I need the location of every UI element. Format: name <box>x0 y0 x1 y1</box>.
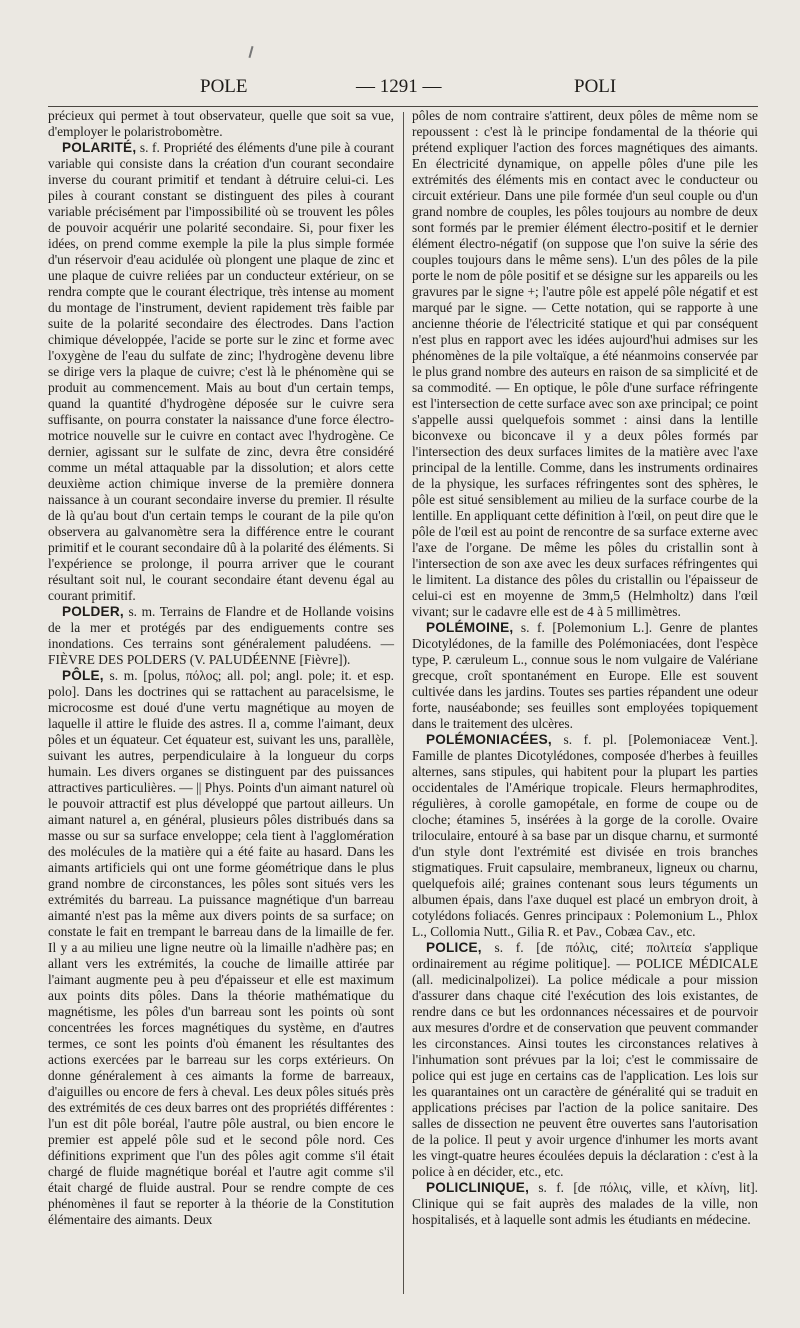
header-right-word: POLI <box>574 76 617 97</box>
entry-polarite <box>48 140 394 604</box>
entry-body: s. f. [Polemonium L.]. Genre de plantes Dicotylédones, de la famille des Polémoniacées, dont l'espèce type, P. cæruleum L., connue sous le nom vulgaire de Valériane grecque, croît spontanément en Europe. Elle est souvent cultivée dans les jardins. Toutes ses parties répandent une odeur forte, nauséabonde; ses feuilles sont employées topiquement dans le traitement des ulcères. <box>412 620 758 731</box>
right-column <box>412 108 758 1228</box>
entry-polemoniacees <box>412 732 758 940</box>
entry-police <box>412 940 758 1180</box>
entry-body: s. f. [de πόλις, cité; πολιτεία s'applique ordinairement au régime politique]. — POLICE MÉDICALE (all. medicinalpolizei). La police médicale a pour mission d'assurer dans chaque cité l'exécution des lois existantes, de rendre dans ce but les ordonnances nécessaires et de pourvoir aux mesures d'ordre et de conservation que peuvent commander les circonstances. Ainsi toutes les circonstances relatives à l'inhumation sont prévues par la loi; c'est le commissaire de police qui est juge en certains cas de l'application. Les lois sur les quarantaines ont un caractère de généralité qui se traduit en applications précises par l'action de la police sanitaire. Des salles de dissection ne peuvent être ouvertes sans l'autorisation de la police. Il peut y avoir urgence d'inhumer les morts avant les vingt-quatre heures écoulées depuis la déclaration : c'est à la police à en décider, etc., etc. <box>412 940 758 1179</box>
headword: POLICE, <box>426 940 482 955</box>
headword: POLÉMONIACÉES, <box>426 732 552 747</box>
running-header <box>0 76 800 102</box>
headword: POLDER, <box>62 604 124 619</box>
entry-continuation: pôles de nom contraire s'attirent, deux pôles de même nom se repoussent : c'est là le principe fondamental de la théorie qui prétend expliquer l'action des forces magnétiques des aimants. En électricité dynamique, on appelle pôles d'une pile les extrémités des éléments mis en contact avec le conducteur ou circuit extérieur. Dans une pile formée d'un seul couple ou d'un grand nombre de couples, les pôles toujours au nombre de deux sont formés par le premier élément électro-positif et le dernier élément électro-négatif (on suppose que l'on suive la série des couples toujours dans le même sens). L'un des pôles de la pile porte le nom de pôle positif et se désigne sur les appareils ou les gravures par le signe +; l'autre pôle est appelé pôle négatif et est marqué par le signe. — Cette notation, qui se rapporte à une ancienne théorie de l'électricité statique et qui par conséquent n'est plus en rapport avec les idées aujourd'hui admises sur les phénomènes de la pile voltaïque, a été néanmoins conservée par le plus grand nombre des auteurs en raison de sa simplicité et de sa commodité. — En optique, le pôle d'une surface réfringente est l'intersection de cette surface avec son axe principal; ce point s'appelle aussi quelquefois sommet : ainsi dans la lentille biconvexe ou biconcave il y a deux pôles formés par l'intersection des deux surfaces limites de la matière avec l'axe principal de la lentille. Comme, dans les instruments ordinaires de la physique, les surfaces réfringentes sont des sphères, le pôle est situé sensiblement au milieu de la surface courbe de la lentille. En appliquant cette définition à l'œil, on peut dire que le pôle de l'œil est au point de rencontre de sa surface externe avec l'axe de l'organe. De même les pôles du cristallin sont à l'intersection de son axe avec les deux surfaces réfringentes qui le limitent. La distance des pôles du cristallin ou l'épaisseur de celui-ci est en moyenne de 3mm,5 (Helmholtz) dans l'œil vivant; sur le cadavre elle est de 4 à 5 millimètres. <box>412 108 758 619</box>
header-left-word: POLE <box>200 76 248 97</box>
header-rule <box>48 106 758 107</box>
entry-pole <box>48 668 394 1228</box>
entry-body: s. f. Propriété des éléments d'une pile à courant variable qui consiste dans la création d'un courant secondaire inverse du courant primitif et tendant à détruire celui-ci. Les piles à courant constant se distinguent des piles à courant variable précisément par l'impossibilité où se trouvent les pôles de pouvoir acquérir une polarité secondaire. Si, pour fixer les idées, on prend comme exemple la pile la plus simple formée d'un réservoir d'eau acidulée où plongent une plaque de zinc et une plaque de cuivre reliées par un conducteur extérieur, on se rendra compte que le courant électrique, très intense au moment du montage de l'instrument, devient rapidement très faible par suite de la polarité secondaire des électrodes. Dans l'action chimique développée, l'acide se porte sur le zinc et forme avec l'oxygène de l'eau du sulfate de zinc; l'hydrogène devenu libre se dirige vers la plaque de cuivre; c'est là le phénomène qui se produit au commencement. Mais au bout d'un certain temps, quand la quantité d'hydrogène déposée sur le cuivre sera suffisante, on pourra constater la naissance d'une force électro-motrice nouvelle sur le cuivre en contact avec l'hydrogène. Ce dernier, agissant sur le sulfate de zinc, devra être considéré comme un métal attaquable par la dissolution; et alors cette deuxième action chimique inverse de la première donnera naissance à un courant secondaire inverse du premier. Il résulte de là qu'au bout d'un certain temps le courant de la pile qu'on observera au galvanomètre sera la différence entre le courant primitif et le courant secondaire dû à la polarité des éléments. Si l'expérience se prolonge, il pourra arriver que le courant résultant soit nul, le courant secondaire étant devenu égal au courant primitif. <box>48 140 394 603</box>
left-column <box>48 108 394 1228</box>
entry-continuation: précieux qui permet à tout observateur, quelle que soit sa vue, d'employer le polaristrobomètre. <box>48 108 394 139</box>
entry-body: s. m. Terrains de Flandre et de Hollande voisins de la mer et protégés par des endiguements contre ses inondations. Ces terrains sont généralement paludéens. — FIÈVRE DES POLDERS (V. PALUDÉENNE [Fièvre]). <box>48 604 394 667</box>
headword: POLARITÉ, <box>62 140 137 155</box>
entry-polemoine <box>412 620 758 732</box>
entry-body: s. f. pl. [Polemoniaceæ Vent.]. Famille de plantes Dicotylédones, composée d'herbes à feuilles alternes, sans stipules, qui habitent pour la plupart les parties occidentales de l'Amérique tropicale. Fleurs hermaphrodites, régulières, à corolle gamopétale, en forme de coupe ou de cloche; étamines 5, insérées à la gorge de la corolle. Ovaire triloculaire, entouré à sa base par un disque charnu, et surmonté d'un style dont l'extrémité est divisée en trois branches stigmatiques. Fruit capsulaire, membraneux, ligneux ou charnu, quelquefois ailé; graines contenant sous leurs téguments un albumen épais, dans l'axe duquel est placé un embryon droit, à cotylédons foliacés. Genres principaux : Polemonium L., Phlox L., Collomia Nutt., Gilia R. et Pav., Cobæa Cav., etc. <box>412 732 758 939</box>
ink-mark <box>248 46 253 58</box>
page-number: — 1291 — <box>356 76 442 97</box>
entry-body: s. m. [polus, πόλος; all. pol; angl. pole; it. et esp. polo]. Dans les doctrines qui se rattachent au paracelsisme, le microcosme est doué d'une vertu magnétique au moyen de laquelle il attire le fluide des astres. Il a, comme l'aimant, deux pôles et un équateur. Cet équateur est, suivant les uns, parallèle, suivant les autres, perpendiculaire à la longueur du corps humain. Les divers organes se distinguent par des puissances attractives particulières. — || Phys. Points d'un aimant naturel où le pouvoir attractif est plus développé que partout ailleurs. Un aimant naturel a, en général, plusieurs pôles distribués dans sa masse ou sur sa surface enveloppe; cela tient à l'agglomération des molécules de la matière qui a été faite au hasard. Dans les aimants artificiels qui ont une forme géométrique dans le plus grand nombre de circonstances, les pôles sont situés vers les extrémités du barreau. La puissance magnétique d'un barreau aimanté n'est pas la même aux divers points de sa surface; on constate le fait en trempant le barreau dans de la limaille de fer. Il y a au milieu une ligne neutre où la limaille n'adhère pas; en allant vers les extrémités, la couche de limaille attirée par l'aimant augmente peu à peu d'épaisseur et elle est maximum aux points dits pôles. Dans la théorie mathématique du magnétisme, les pôles d'un barreau sont les points où sont concentrées les forces magnétiques du système, en d'autres termes, ce sont les points d'où émanent les résultantes des actions exercées par le barreau sur les corps extérieurs. On donne généralement à ces aimants la forme de barreaux, d'aiguilles ou encore de fers à cheval. Les deux pôles situés près des extrémités de ces deux barres ont des propriétés différentes : l'un est dit pôle boréal, l'autre pôle austral, ou bien encore le premier est appelé pôle sud et le second pôle nord. Ces définitions expriment que l'un des pôles agit comme s'il était chargé de fluide magnétique boréal et l'autre agit comme s'il était chargé de fluide austral. Pour se rendre compte de ces phénomènes il faut se reporter à la théorie de la Constitution élémentaire des aimants. Deux <box>48 668 394 1227</box>
column-divider <box>403 112 404 1294</box>
headword: POLÉMOINE, <box>426 620 514 635</box>
entry-policlinique <box>412 1180 758 1228</box>
headword: PÔLE, <box>62 668 104 683</box>
headword: POLICLINIQUE, <box>426 1180 530 1195</box>
entry-polder <box>48 604 394 668</box>
entry-body: s. f. [de πόλις, ville, et κλίνη, lit]. Clinique qui se fait auprès des malades de la ville, non hospitalisés, et à laquelle sont admis les étudiants en médecine. <box>412 1180 758 1227</box>
